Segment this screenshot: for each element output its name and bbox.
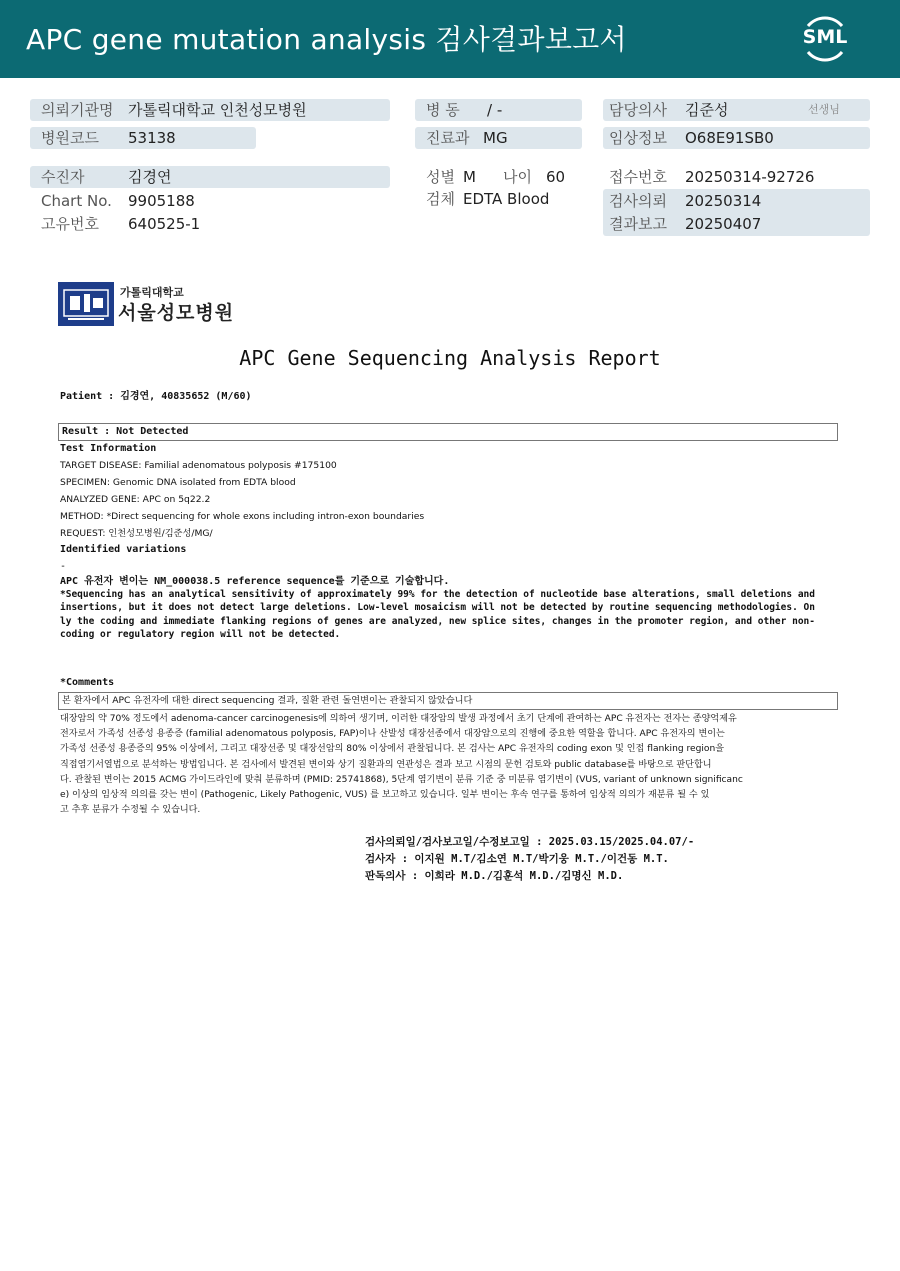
dept-value: MG [483, 129, 508, 147]
specimen-value: EDTA Blood [463, 190, 550, 208]
patient-label: 수진자 [41, 168, 85, 186]
clinical-info-label: 임상정보 [609, 129, 667, 147]
receipt-label: 접수번호 [609, 168, 667, 186]
result-text: Result : Not Detected [62, 426, 189, 437]
sensitivity-line: coding or regulatory region will not be detected. [60, 629, 341, 641]
hospital-name-line2: 서울성모병원 [118, 302, 235, 324]
request-date-field [603, 190, 870, 212]
clinical-info-field [603, 127, 870, 149]
sex-label: 성별 [426, 168, 455, 186]
comment-line: 대장암의 약 70% 정도에서 adenoma-cancer carcinogenesis에 의하여 생기며, 이러한 대장암의 발생 과정에서 초기 단계에 관여하는 APC 유전자는 전자는 종양억제유 [60, 714, 737, 724]
institution-label: 의뢰기관명 [41, 101, 114, 119]
report-date-value: 20250407 [685, 215, 762, 233]
method-line: METHOD: *Direct sequencing for whole exons including intron-exon boundaries [60, 511, 425, 522]
age-value: 60 [546, 168, 566, 186]
dept-field [415, 127, 582, 149]
target-disease: TARGET DISEASE: Familial adenomatous polyposis #175100 [60, 460, 337, 471]
request-date-label: 검사의뢰 [609, 192, 667, 210]
comment-summary: 본 환자에서 APC 유전자에 대한 direct sequencing 결과, 질환 관련 돌연변이는 관찰되지 않았습니다 [62, 695, 473, 706]
reviewer-line: 판독의사 : 이희라 M.D./김훈석 M.D./김명신 M.D. [365, 870, 624, 882]
reference-note: APC 유전자 변이는 NM_000038.5 reference sequence를 기준으로 기술합니다. [60, 576, 450, 587]
doctor-suffix: 선생님 [808, 103, 840, 116]
sensitivity-line: ly the coding and immediate flanking regions of genes are analyzed, new splice sites, changes in the promoter region, and other non- [60, 615, 815, 627]
unique-no-label: 고유번호 [41, 215, 99, 233]
doctor-field [603, 99, 870, 121]
doctor-label: 담당의사 [609, 101, 667, 119]
sex-age-field [415, 166, 582, 188]
dates-line: 검사의뢰일/검사보고일/수정보고일 : 2025.03.15/2025.04.07/- [365, 836, 695, 848]
receipt-value: 20250314-92726 [685, 168, 815, 186]
ward-field [415, 99, 582, 121]
doctor-value: 김준성 [685, 101, 729, 119]
comment-line: 고 추후 분류가 수정될 수 있습니다. [60, 805, 201, 816]
examiner-line: 검사자 : 이지원 M.T/김소연 M.T/박기웅 M.T./이건동 M.T. [365, 853, 669, 865]
comment-body [60, 712, 840, 818]
chart-no-field [30, 190, 390, 212]
patient-value: 김경연 [128, 168, 172, 186]
hospital-code-field [30, 127, 256, 149]
specimen-line: SPECIMEN: Genomic DNA isolated from EDTA blood [60, 477, 296, 488]
age-label: 나이 [503, 168, 532, 186]
patient-line: Patient : 김경연, 40835652 (M/60) [60, 391, 252, 402]
report-date-label: 결과보고 [609, 215, 667, 233]
request-line: REQUEST: 인천성모병원/김준성/MG/ [60, 528, 213, 539]
comments-heading: *Comments [60, 677, 115, 688]
hospital-code-label: 병원코드 [41, 129, 99, 147]
ward-value: / - [487, 101, 503, 119]
sensitivity-line: insertions, but it does not detect large deletions. Low-level mosaicism will not be detected by routine sequencing methodologies. On [60, 602, 815, 614]
sensitivity-note [60, 588, 840, 642]
comment-line: 전자로서 가족성 선종성 용종증 (familial adenomatous polyposis, FAP)이나 산발성 대장선종에서 대장암으로의 진행에 중요한 역할을 합니다. APC 유전자의 변이는 [60, 729, 725, 740]
unique-no-field [30, 213, 390, 235]
sml-logo [798, 12, 852, 66]
request-date-value: 20250314 [685, 192, 762, 210]
comment-line: 다. 관찰된 변이는 2015 ACMG 가이드라인에 맞춰 분류하며 (PMID: 25741868), 5단계 염기변이 분류 기준 중 미분류 염기변이 (VUS, variant of unknown significanc [60, 774, 743, 785]
identified-value: - [60, 561, 67, 572]
logo-text: SML [802, 26, 848, 48]
specimen-label: 검체 [426, 190, 455, 208]
page-title: APC gene mutation analysis 검사결과보고서 [26, 23, 627, 56]
sensitivity-line: *Sequencing has an analytical sensitivity of approximately 99% for the detection of nucleotide base alterations, small deletions and [60, 589, 815, 600]
patient-field [30, 166, 390, 188]
chart-no-label: Chart No. [41, 192, 112, 210]
comment-line: 가족성 선종성 용종증의 95% 이상에서, 그리고 대장선종 및 대장선암의 80% 이상에서 관찰됩니다. 본 검사는 APC 유전자의 coding exon 및 인접 flanking region을 [60, 744, 725, 755]
hospital-emblem [58, 282, 114, 326]
specimen-field [415, 188, 582, 210]
header-bar [0, 0, 900, 78]
ward-label: 병 동 [426, 101, 460, 119]
hospital-name-line1: 가톨릭대학교 [120, 286, 184, 299]
clinical-info-value: O68E91SB0 [685, 129, 774, 147]
receipt-field [603, 166, 870, 188]
hospital-emblem-icon [60, 284, 112, 324]
institution-field [30, 99, 390, 121]
chart-no-value: 9905188 [128, 192, 195, 210]
unique-no-value: 640525-1 [128, 215, 201, 233]
comment-line: 직접염기서열법으로 분석하는 방법입니다. 본 검사에서 발견된 변이와 상기 질환과의 연관성은 결과 보고 시점의 문헌 검토와 public database를 바탕으로 판단합니 [60, 759, 712, 770]
institution-value: 가톨릭대학교 인천성모병원 [128, 101, 307, 119]
identified-heading: Identified variations [60, 544, 187, 555]
analyzed-gene: ANALYZED GENE: APC on 5q22.2 [60, 494, 211, 505]
hospital-code-value: 53138 [128, 129, 176, 147]
test-info-heading: Test Information [60, 443, 157, 454]
dept-label: 진료과 [426, 129, 470, 147]
comment-line: e) 이상의 임상적 의의를 갖는 변이 (Pathogenic, Likely Pathogenic, VUS) 를 보고하고 있습니다. 일부 변이는 후속 연구를 통하여 임상적 의의가 재분류 될 수 있 [60, 790, 710, 801]
report-title: APC Gene Sequencing Analysis Report [239, 346, 661, 370]
report-date-field [603, 213, 870, 235]
sex-value: M [463, 168, 476, 186]
